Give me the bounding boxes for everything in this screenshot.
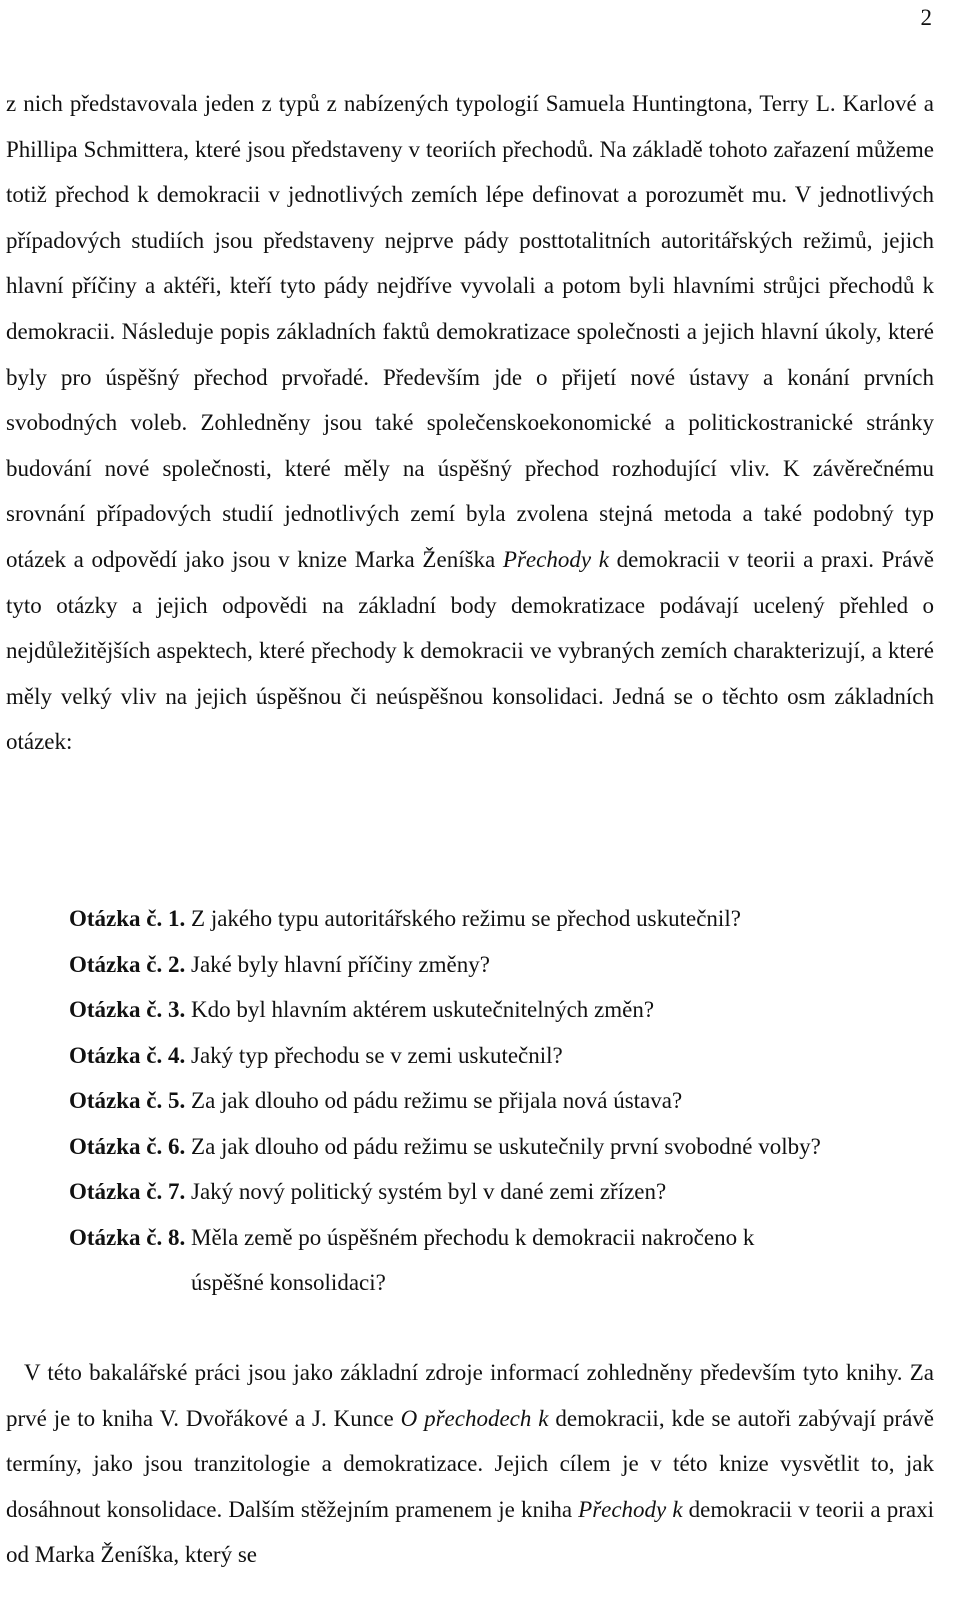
paragraph-text: demokracii v teorii a praxi. Právě tyto otázky a jejich odpovědi na základní body demokratizace podávají ucelený přehled o nejdůležitějších aspektech, které přechody k demokracii ve vybraných zemích charakterizují, a které měly velký vliv na jejich úspěšnou či neúspěšnou konsolidaci. Jedná se o těchto osm základních otázek: [6, 546, 935, 755]
paragraph-text: demokracii v teorii a praxi od Marka Ženíška, který se [6, 1496, 934, 1568]
question-label: Otázka č. 2. [69, 951, 192, 977]
question-item [69, 1169, 939, 1215]
question-item [69, 1215, 939, 1306]
question-label: Otázka č. 8. [69, 1224, 192, 1250]
book-title-italic: Přechody k [578, 1496, 683, 1522]
question-label: Otázka č. 5. [69, 1088, 192, 1113]
question-text: Za jak dlouho od pádu režimu se přijala nová ústava? [191, 1088, 683, 1113]
sources-paragraph [6, 1350, 934, 1578]
paragraph-text: demokracii, kde se autoři zabývají právě termíny, jako jsou tranzitologie a demokratizace. Jejich cílem je v této knize vysvětlit to, jak dosáhnout konsolidace. Dalším stěžejním pramenem je kniha [6, 1405, 935, 1522]
question-label: Otázka č. 4. [69, 1042, 192, 1068]
intro-paragraph [6, 81, 934, 765]
question-text: Kdo byl hlavním aktérem uskutečnitelných změn? [191, 997, 655, 1022]
book-title-italic: O přechodech k [400, 1405, 549, 1431]
book-title-italic: Přechody k [502, 546, 609, 572]
question-label: Otázka č. 1. [69, 906, 192, 931]
question-item [69, 987, 939, 1033]
paragraph-text: V této bakalářské práci jsou jako základní zdroje informací zohledněny především tyto knihy. Za prvé je to kniha V. Dvořákové a J. Kunce [6, 1360, 934, 1431]
question-label: Otázka č. 7. [69, 1179, 192, 1204]
question-text: Za jak dlouho od pádu režimu se uskutečnily první svobodné volby? [191, 1133, 821, 1159]
question-text: Měla země po úspěšném přechodu k demokracii nakročeno k úspěšné konsolidaci? [191, 1224, 755, 1295]
question-label: Otázka č. 6. [69, 1133, 192, 1159]
paragraph-text: z nich představovala jeden z typů z nabízených typologií Samuela Huntingtona, Terry L. Karlové a Phillipa Schmittera, které jsou představeny v teoriích přechodů. Na základě tohoto zařazení můžeme totiž přechod k demokracii v jednotlivých zemích lépe definovat a porozumět mu. V jednotlivých případových studiích jsou představeny nejprve pády posttotalitních autoritářských režimů, jejich hlavní příčiny a aktéři, kteří tyto pády nejdříve vyvolali a potom byli hlavními strůjci přechodů k demokracii. Následuje popis základních faktů demokratizace společnosti a jejich hlavní úkoly, které byly pro úspěšný přechod prvořadé. Především jde o přijetí nové ústavy a konání prvních svobodných voleb. Zohledněny jsou také společenskoekonomické a politickostranické stránky budování nové společnosti, které měly na úspěšný přechod rozhodující vliv. K závěrečnému srovnání případových studií jednotlivých zemí byla zvolena stejná metoda a také podobný typ otázek a odpovědí jako jsou v knize Marka Ženíška [6, 91, 934, 572]
question-label: Otázka č. 3. [69, 997, 192, 1022]
question-text: Jaký typ přechodu se v zemi uskutečnil? [191, 1042, 563, 1068]
question-item [69, 1033, 939, 1079]
question-text: Jaký nový politický systém byl v dané zemi zřízen? [191, 1179, 667, 1204]
page-number: 2 [920, 5, 932, 30]
question-item [69, 1124, 939, 1170]
question-item [69, 896, 939, 942]
question-list [69, 896, 939, 1306]
question-text: Z jakého typu autoritářského režimu se přechod uskutečnil? [191, 906, 741, 931]
question-text: Jaké byly hlavní příčiny změny? [191, 951, 490, 977]
question-item [69, 1078, 939, 1124]
question-item [69, 942, 939, 988]
